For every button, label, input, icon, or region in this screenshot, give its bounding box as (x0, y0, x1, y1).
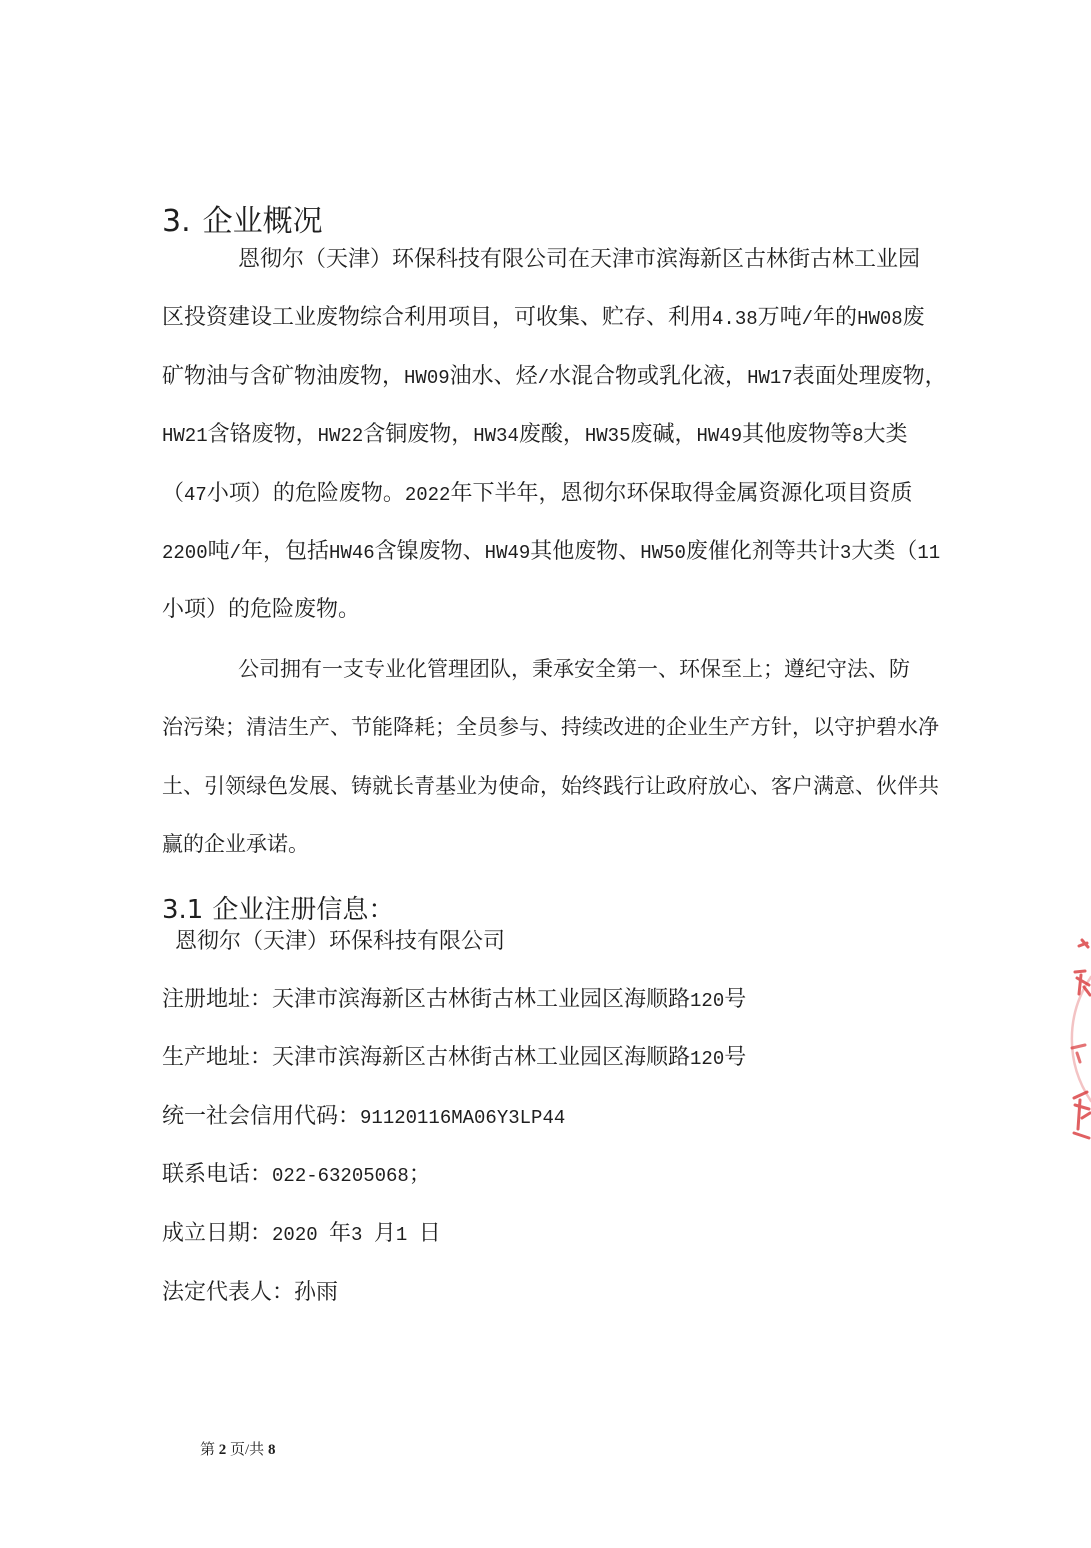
paragraph-line: 治污染；清洁生产、节能降耗；全员参与、持续改进的企业生产方针，以守护碧水净 (162, 715, 939, 740)
info-value: 孙雨 (294, 1279, 339, 1305)
info-value (360, 1104, 565, 1129)
info-label: 法定代表人： (162, 1279, 295, 1305)
info-label: 注册地址： (162, 986, 273, 1012)
latin-text-run: HW08 (857, 308, 903, 331)
latin-text-run: HW34 (473, 425, 519, 448)
paragraph-line: 小项）的危险废物。 (162, 597, 361, 623)
paragraph-line: HW21含铬废物，HW22含铜废物，HW34废酸，HW35废碱，HW49其他废物等8大类 (162, 422, 908, 448)
page-number-current: 2 (218, 1442, 227, 1458)
latin-text-run: / (801, 308, 814, 331)
latin-text-run: 91120116MA06Y3LP44 (360, 1106, 566, 1129)
info-label: 联系电话： (162, 1162, 273, 1188)
info-label: 生产地址： (162, 1045, 273, 1071)
info-label: 统一社会信用代码： (162, 1103, 361, 1129)
paragraph-line: 矿物油与含矿物油废物，HW09油水、烃/水混合物或乳化液，HW17表面处理废物， (162, 363, 947, 389)
subsection-heading (162, 894, 394, 926)
latin-text-run: HW22 (317, 425, 364, 448)
company-seal-icon (1062, 932, 1091, 1147)
info-value: 天津市滨海新区古林街古林工业园区海顺路120号 (272, 986, 747, 1012)
paragraph-line: 赢的企业承诺。 (162, 831, 309, 856)
info-value: 2020 年3 月1 日 (272, 1221, 441, 1247)
info-label: 成立日期： (162, 1221, 273, 1247)
info-row-legal-representative (162, 1264, 962, 1323)
latin-text-run: 3 (351, 1224, 374, 1247)
section-title: 企业概况 (202, 204, 323, 239)
page-footer (200, 1440, 275, 1460)
footer-prefix: 第 (200, 1442, 219, 1458)
overview-paragraph-1 (162, 231, 962, 640)
paragraph-line: 区投资建设工业废物综合利用项目，可收集、贮存、利用4.38万吨/年的HW08废 (162, 305, 925, 331)
latin-text-run: 2022 (404, 483, 451, 506)
info-row-established-date (162, 1205, 962, 1264)
info-row-credit-code (162, 1088, 962, 1147)
section-number: 3. (162, 204, 191, 239)
latin-text-run: HW49 (696, 425, 743, 448)
latin-text-run: 120 (690, 989, 725, 1012)
latin-text-run: 2200 (162, 541, 208, 564)
latin-text-run: 022-63205068 (272, 1165, 409, 1188)
latin-text-run: HW50 (640, 541, 686, 564)
latin-text-run: 3 (839, 541, 852, 564)
info-row-registered-address (162, 971, 962, 1030)
subsection-number: 3.1 (162, 895, 204, 925)
latin-text-run: / (229, 541, 242, 564)
paragraph-line: 公司拥有一支专业化管理团队，秉承安全第一、环保至上；遵纪守法、防 (238, 656, 910, 681)
paragraph-line: 土、引领绿色发展、铸就长青基业为使命，始终践行让政府放心、客户满意、伙伴共 (162, 773, 939, 798)
latin-text-run: 11 (917, 541, 941, 564)
latin-text-run: 1 (395, 1224, 419, 1247)
paragraph-line: 2200吨/年，包括HW46含镍废物、HW49其他废物、HW50废催化剂等共计3大类（11 (162, 538, 941, 564)
latin-text-run: / (537, 366, 550, 389)
latin-text-run: HW09 (404, 366, 450, 389)
paragraph-line: （47小项）的危险废物。2022年下半年，恩彻尔环保取得金属资源化项目资质 (162, 480, 913, 506)
subsection-title: 企业注册信息： (212, 895, 395, 925)
latin-text-run: 8 (852, 425, 864, 448)
latin-text-run: 47 (184, 483, 207, 506)
info-row-production-address (162, 1029, 962, 1088)
info-row-phone (162, 1146, 962, 1205)
overview-text (162, 231, 962, 873)
paragraph-line: 恩彻尔（天津）环保科技有限公司在天津市滨海新区古林街古林工业园 (238, 247, 921, 272)
latin-text-run: 2020 (272, 1224, 330, 1247)
company-name: 恩彻尔（天津）环保科技有限公司 (175, 929, 506, 954)
info-value: 022-63205068； (272, 1162, 431, 1188)
latin-text-run: 4.38 (712, 308, 758, 331)
latin-text-run: HW46 (329, 541, 375, 564)
latin-text-run: 120 (690, 1048, 725, 1071)
page-number-total: 8 (267, 1442, 276, 1458)
registration-info (162, 971, 962, 1323)
latin-text-run: HW21 (162, 425, 208, 448)
footer-separator: 页/共 (226, 1442, 268, 1458)
info-value: 天津市滨海新区古林街古林工业园区海顺路120号 (272, 1045, 747, 1071)
latin-text-run: HW35 (584, 425, 631, 448)
latin-text-run: HW17 (747, 366, 793, 389)
latin-text-run: HW49 (484, 541, 531, 564)
overview-paragraph-2 (162, 640, 962, 874)
